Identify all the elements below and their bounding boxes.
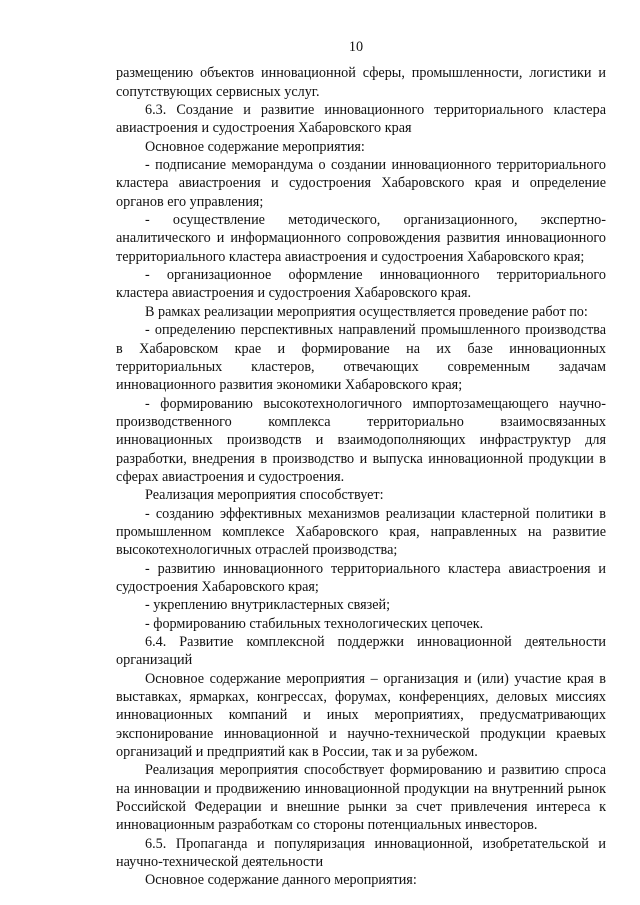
paragraph: размещению объектов инновационной сферы, промышленности, логистики и сопутствующих сервисных услуг. bbox=[116, 65, 606, 100]
paragraph: Основное содержание данного мероприятия: bbox=[145, 872, 417, 889]
paragraph: Основное содержание мероприятия: bbox=[145, 138, 365, 155]
paragraph: 6.5. Пропаганда и популяризация инновационной, изобретательской и научно-технической деятельности bbox=[116, 835, 606, 871]
paragraph: - формированию высокотехнологичного импортозамещающего научно-производственного комплекса территориально взаимосвязанных инновационных производств и взаимодополняющих инфраструктур для разработки, внедрения в производство и выпуска инновационной продукции в сферах авиастроения и судостроения. bbox=[116, 395, 606, 485]
paragraph: - созданию эффективных механизмов реализации кластерной политики в промышленном комплексе Хабаровского края, направленных на развитие высокотехнологичных отраслей производства; bbox=[116, 505, 606, 559]
paragraph: 6.3. Создание и развитие инновационного территориального кластера авиастроения и судостроения Хабаровского края bbox=[116, 102, 606, 137]
document-body bbox=[116, 64, 606, 889]
paragraph: - подписание меморандума о создании инновационного территориального кластера авиастроения и судостроения Хабаровского края и определение органов его управления; bbox=[116, 157, 606, 210]
paragraph: Реализация мероприятия способствует: bbox=[145, 487, 384, 504]
page-number: 10 bbox=[348, 39, 364, 55]
paragraph: 6.4. Развитие комплексной поддержки инновационной деятельности организаций bbox=[116, 634, 606, 669]
paragraph: - определению перспективных направлений промышленного производства в Хабаровском крае и формирование на их базе инновационных территориальных кластеров, отвечающих современным задачам инновационного развития экономики Хабаровского края; bbox=[116, 322, 606, 394]
paragraph: - формированию стабильных технологических цепочек. bbox=[145, 615, 484, 632]
paragraph: - осуществление методического, организационного, экспертно-аналитического и информационного сопровождения развития инновационного территориального кластера авиастроения и судостроения Хабаровского края; bbox=[116, 212, 606, 265]
paragraph: Основное содержание мероприятия – организация и (или) участие края в выставках, ярмарках, конгрессах, форумах, конференциях, деловых миссиях инновационных компаний и иных мероприятиях, предусматривающих экспонирование инновационной и научно-технической продукции краевых организаций и предприятий как в России, так и за рубежом. bbox=[116, 670, 606, 761]
paragraph: - организационное оформление инновационного территориального кластера авиастроения и судостроения Хабаровского края. bbox=[116, 267, 606, 302]
paragraph: В рамках реализации мероприятия осуществляется проведение работ по: bbox=[145, 303, 588, 320]
paragraph: - укреплению внутрикластерных связей; bbox=[145, 597, 391, 614]
paragraph: - развитию инновационного территориального кластера авиастроения и судостроения Хабаровского края; bbox=[116, 560, 606, 595]
paragraph: Реализация мероприятия способствует формированию и развитию спроса на инновации и продвижению инновационной продукции на внутренний рынок Российской Федерации и внешние рынки за счет привлечения интереса к инновационным разработкам со стороны потенциальных инвесторов. bbox=[116, 762, 606, 834]
